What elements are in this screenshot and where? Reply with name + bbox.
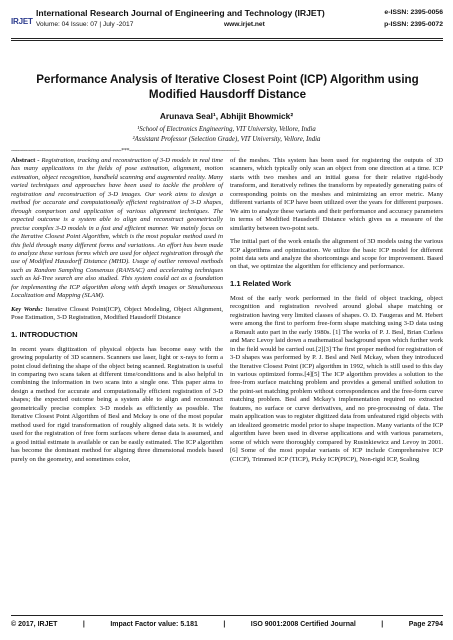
footer-divider — [11, 615, 443, 616]
header-divider-2 — [11, 40, 443, 41]
related-work-paragraph: Most of the early work performed in the field of object tracking, object recognition and registration revolved around global shape matching or registration having very limited classes of shapes. O. D. Faugeras and M. Hebert were among the first to perform free-form shape matching using 3-D data using a Renault auto part in the early 1980s. [1] The works of P. J. Besl, Brian Curless and Marc Levoy laid down a mathematical background upon which further work in the field would be carried out.[2][3] The first proper method for registration of 3-D shapes was performed by P. J. Besl and Neil Mckay, when they introduced the Iterative Closest Point (ICP) algorithm in 1992, which is still used to this day in various optimized forms.[4][5] The ICP algorithm provides a solution to the free-from surface matching problem and provides a general unified solution to the point-set matching problem without correspondences and the free-form curve matching problem. Besl and Mckay's implementation required no extracted features, no surface or curve derivatives, and no pre-processing of data. The main application was to register digitized data from unfeatured rigid objects with an idealized geometric model prior to shape inspection. Many variants of the ICP algorithm have been used in diverse applications and with various parameters, some of which were thoroughly compared by Rusinkiewicz and Levoy in 2001. [6] Some of the most popular variants of ICP include Comprehensive ICP (CICP), Trimmed ICP (TICP), Picky ICP(PICP), Non-rigid ICP, Scaling — [230, 294, 443, 463]
e-issn: e-ISSN: 2395-0056 — [384, 9, 443, 16]
footer-sep-1: | — [82, 621, 85, 628]
paper-title: Performance Analysis of Iterative Closest Point (ICP) Algorithm using Modified Hausdorff Distance — [36, 73, 419, 101]
page-footer — [11, 621, 443, 628]
volume-line: Volume: 04 Issue: 07 | July -2017 — [36, 21, 134, 28]
related-work-heading: 1.1 Related Work — [230, 278, 292, 288]
journal-website[interactable]: www.irjet.net — [224, 21, 265, 28]
introduction-heading: 1. INTRODUCTION — [11, 329, 78, 339]
introduction-paragraph: In recent years digitization of physical objects has become easy with the growing popularity of 3D scanners. Scanners use laser, light or x-rays to form a point cloud defining the shape of the object being scanned. Registration is useful in comparing two scans taken at different time/conditions and is also helpful in combining the information in two scans into a single one. This paper aims to design a method for accurate and computationally efficient registration of 3-D shapes; the expected outcome being a system able to align and reconstruct geometrically precise complex 3-D models as efficiently as possible. The Iterative Closest Point Algorithm of Besl and Mckay is one of the most popular method used for rigid transformation of roughly aligned data sets. It is widely used for the registration of free form surfaces where dense data is assumed, and a good initial estimate is available or can be easily estimated. The ICP algorithm has become the dominant method for aligning three dimensional models based purely on the geometry, and sometimes color, — [11, 345, 223, 463]
right-column — [230, 157, 443, 469]
footer-impact-factor: Impact Factor value: 5.181 — [110, 621, 198, 628]
abstract — [11, 157, 223, 301]
intro-continued-paragraph: of the meshes. This system has been used for registering the outputs of 3D scanners, which typically only scan an object from one direction at a time. ICP starts with two meshes and an initial guess for their relative rigid-body transform, and iteratively refines the transform by repeatedly generating pairs of corresponding points on the meshes and minimizing an error metric. Many different variants of ICP have been utilized over the years for different purposes. We aim to analyze these variants and their performance and accuracy parameters in terms of Modified Hausdorff Distance which gives us a measure of the similarity between two-point sets. — [230, 157, 443, 232]
footer-page-number: Page 2794 — [408, 621, 443, 628]
keywords-label: Key Words: — [11, 305, 43, 313]
abstract-body: Registration, tracking and reconstruction of 3-D models in real time has many applications in the fields of pose estimation, alignment, motion estimation, object recognition, handheld scanning and augmented reality. Many varied techniques and approaches have been used to tackle the problem of registration and reconstruction of 3-D images. Our work aims to design a method for accurate and computationally efficient registration of 3-D shapes, through comparison and application of various alignment techniques. The expected outcome is a system able to align and reconstruct geometrically precise complex 3-D models in a fast and efficient manner. We mainly focus on the Iterative Closest Point Algorithm, which is the most popular method used in this field through many different forms and variations. An effort has been made to analyze these various forms which are used for object registration through the use of Modified Hausdorff Distance (MHD). Usage of outlier removal methods such as Random Sampling Consensus (RANSAC) and accelerating techniques such as kd-Tree search are also studied. This system could act as a foundation for implementing the ICP algorithm along with depth images or Simultaneous Localization and Mapping (SLAM). — [11, 157, 223, 300]
header-divider — [11, 38, 443, 39]
p-issn: p-ISSN: 2395-0072 — [384, 21, 443, 28]
keywords — [11, 306, 223, 323]
left-column — [11, 157, 223, 469]
abstract-label: Abstract - — [11, 157, 40, 164]
footer-sep-2: | — [223, 621, 226, 628]
journal-title: International Research Journal of Engineering and Technology (IRJET) — [36, 8, 325, 18]
footer-iso: ISO 9001:2008 Certified Journal — [250, 621, 356, 628]
intro-second-paragraph: The initial part of the work entails the alignment of 3D models using the various ICP algorithms and optimization. We utilize the basic ICP model for different point data sets and analyze the shortcomings and scope for improvement. Based on that, we optimize the algorithm for efficiency and performance. — [230, 238, 443, 271]
affiliation-1: ¹School of Electronics Engineering, VIT University, Vellore, India — [137, 126, 316, 133]
keywords-body: Iterative Closest Point(ICP), Object Modeling, Object Alignment, Pose Estimation, 3-D Registration, Modified Hausdorff Distance — [11, 305, 223, 322]
journal-header — [11, 8, 443, 36]
footer-copyright: © 2017, IRJET — [11, 621, 58, 628]
logo-text: IRJET — [11, 17, 33, 26]
irjet-logo — [11, 9, 33, 31]
affiliation-2: ²Assistant Professor (Selection Grade), VIT University, Vellore, India — [132, 136, 321, 143]
paper-authors: Arunava Seal¹, Abhijit Bhowmick² — [159, 111, 294, 121]
footer-sep-3: | — [381, 621, 384, 628]
section-separator: ---------------------------------------------------------------------***--------------------------------------------------------------------- — [11, 148, 240, 154]
